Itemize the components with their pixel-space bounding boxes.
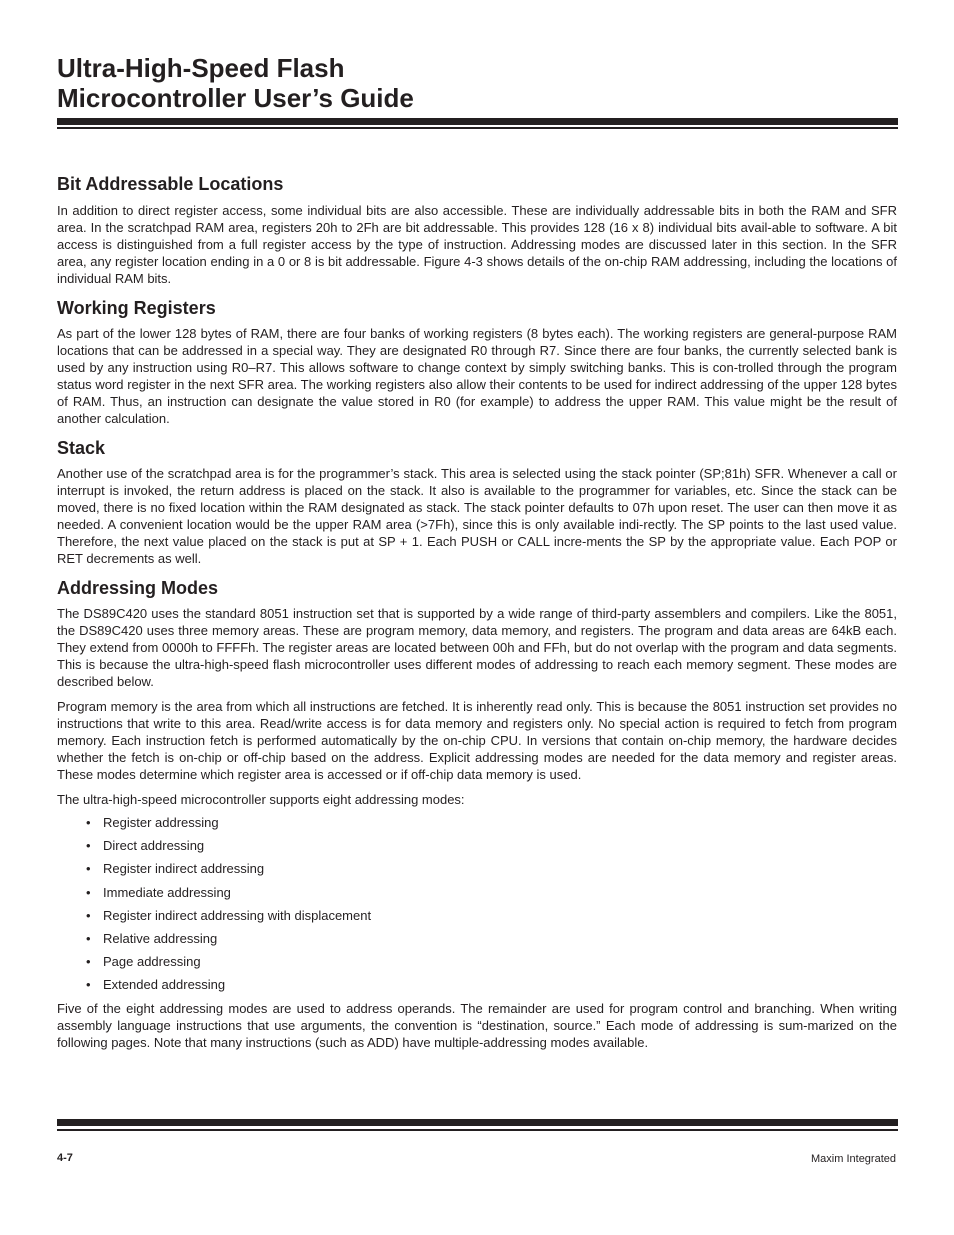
list-item-text: Register addressing (103, 815, 219, 830)
section-heading: Bit Addressable Locations (57, 174, 284, 194)
list-item (57, 976, 897, 993)
list-item (57, 884, 897, 901)
list-item-text: Register indirect addressing (103, 861, 265, 877)
list-item-text: Direct addressing (103, 838, 205, 854)
list-item-text: Relative addressing (103, 930, 218, 946)
body-paragraph: Another use of the scratchpad area is for the programmer’s stack. This area is selected using the stack pointer (SP;81h) SFR. Whenever a call or interrupt is invoked, the return address is placed on the stack. It also is available to the programmer for variables, etc. Since the stack can be moved, there is no fixed location within the RAM designated as stack. The stack pointer defaults to 07h upon reset. The user can then move it as needed. A convenient location would be the upper RAM area (>7Fh), since this is only available indi-rectly. The SP points to the last used value. Therefore, the next value placed on the stack is put at SP + 1. Each PUSH or CALL incre-ments the SP by the appropriate value. Each POP or RET decrements as well. (57, 466, 897, 566)
list-item (57, 837, 897, 854)
list-item-text: Immediate addressing (103, 884, 231, 900)
bullet-icon: • (86, 884, 91, 900)
body-paragraph: The DS89C420 uses the standard 8051 instruction set that is supported by a wide range of third-party assemblers and compilers. Like the 8051, the DS89C420 uses three memory areas. These are program memory, data memory, and registers. The program and data areas are 64kB each. They extend from 0000h to FFFFh. The register areas are located between 00h and FFh, but do not overlap with the program and data segments. This is because the ultra-high-speed flash microcontroller uses different modes of addressing to reach each memory segment. These modes are described below. (57, 606, 897, 689)
bullet-icon: • (86, 977, 91, 993)
section-heading: Working Registers (57, 298, 216, 318)
section-bit-addressable-locations (57, 173, 897, 287)
bullet-icon: • (86, 838, 91, 854)
list-item (57, 953, 897, 970)
list-item (57, 860, 897, 877)
header-rule-thin (57, 127, 898, 129)
bullet-icon: • (86, 954, 91, 970)
section-working-registers (57, 297, 897, 427)
section-heading: Stack (57, 438, 106, 458)
body-paragraph: Five of the eight addressing modes are used to address operands. The remainder are used for program control and branching. When writing assembly language instructions that use arguments, the convention is “destination, source.” Each mode of addressing is sum-marized on the following pages. Note that many instructions (such as ADD) have multiple-addressing modes available. (57, 1000, 897, 1050)
bullet-icon: • (86, 930, 91, 946)
list-item (57, 907, 897, 924)
main-content (57, 173, 897, 1051)
footer-rule-thick (57, 1119, 898, 1126)
page-title-line-2: Microcontroller User’s Guide (57, 83, 414, 113)
list-item (57, 814, 897, 831)
page-title (57, 53, 897, 113)
list-item-text: Page addressing (103, 954, 201, 970)
section-heading: Addressing Modes (57, 578, 219, 598)
body-paragraph: As part of the lower 128 bytes of RAM, there are four banks of working registers (8 bytes each). The working registers are general-purpose RAM locations that can be addressed in a special way. They are designated R0 through R7. Since there are four banks, the currently selected bank is used by any instruction using R0–R7. This allows software to change context by simply switching banks. This is con-trolled through the program status word register in the next SFR area. The working registers also allow their contents to be used for indirect addressing of the upper 128 bytes of RAM. Thus, an instruction can designate the value stored in R0 (for example) to address the upper RAM. This value might be the result of another calculation. (57, 326, 897, 426)
body-paragraph: In addition to direct register access, some individual bits are also accessible. These are individually addressable bits in both the RAM and SFR area. In the scratchpad RAM area, registers 20h to 2Fh are bit addressable. This provides 128 (16 x 8) individual bits avail-able to software. A bit access is distinguished from a full register access by the type of instruction. Addressing modes are discussed later in this section. In the SFR area, any register location ending in a 0 or 8 is bit addressable. Figure 4-3 shows details of the on-chip RAM addressing, including the locations of individual RAM bits. (57, 203, 897, 286)
page-number: 4-7 (57, 1152, 73, 1164)
bullet-icon: • (86, 907, 91, 923)
list-item-text: Extended addressing (103, 977, 226, 993)
header-rule-thick (57, 118, 898, 125)
list-item (57, 930, 897, 947)
bullet-icon: • (86, 815, 91, 830)
body-paragraph: The ultra-high-speed microcontroller supports eight addressing modes: (57, 792, 465, 807)
body-paragraph: Program memory is the area from which all instructions are fetched. It is inherently read only. This is because the 8051 instruction set provides no instructions that write to this area. Read/write access is for data memory and registers only. No special action is required to fetch from program memory. Each instruction fetch is performed automatically by the on-chip CPU. In versions that contain on-chip memory, the hardware decides whether the fetch is on-chip or off-chip based on the address. Explicit addressing modes are needed for the data memory and register areas. These modes determine which register area is accessed or if off-chip data memory is used. (57, 699, 897, 782)
footer-company: Maxim Integrated (811, 1153, 896, 1165)
bullet-icon: • (86, 861, 91, 877)
list-item-text: Register indirect addressing with displacement (103, 907, 372, 923)
addressing-modes-list (57, 814, 897, 993)
section-stack (57, 437, 897, 567)
footer-rule-thin (57, 1129, 898, 1131)
page-title-line-1: Ultra-High-Speed Flash (57, 53, 345, 83)
section-addressing-modes (57, 577, 897, 1051)
